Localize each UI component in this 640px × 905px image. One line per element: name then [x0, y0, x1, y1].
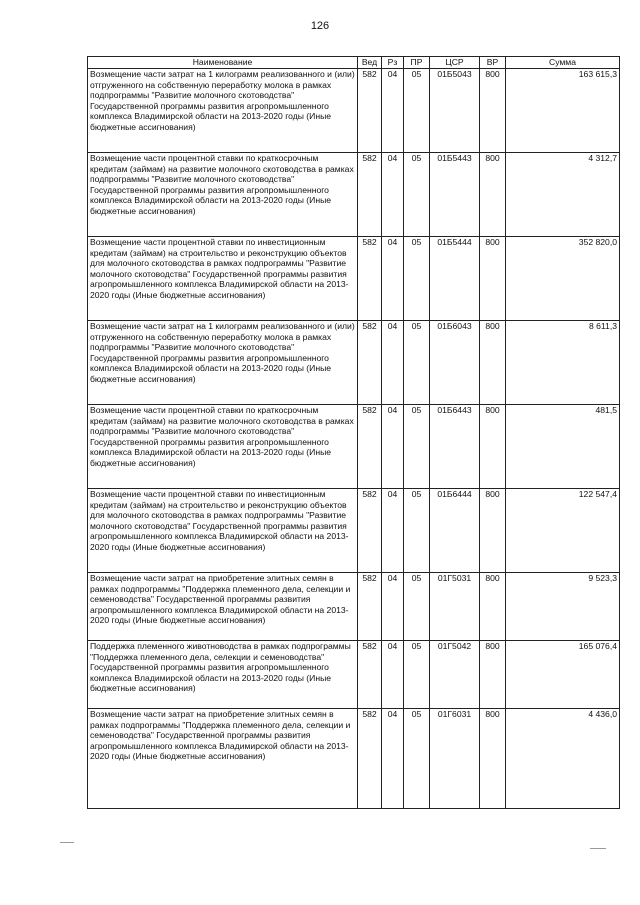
table-row [88, 69, 620, 153]
row-name: Возмещение части процентной ставки по инвестиционным кредитам (займам) на строительство и реконструкцию объектов для молочного скотоводства в рамках подпрограммы "Развитие молочного скотоводства" Государственной программы развития агропромышленного комплекса Владимирской области на 2013-2020 годы (Иные бюджетные ассигнования) [88, 237, 358, 321]
page-number: 126 [310, 20, 330, 32]
row-name: Возмещение части процентной ставки по краткосрочным кредитам (займам) на развитие молочного скотоводства в рамках подпрограммы "Развитие молочного скотоводства" Государственной программы развития агропромышленного комплекса Владимирской области на 2013-2020 годы (Иные бюджетные ассигнования) [88, 405, 358, 489]
row-ved: 582 [358, 69, 382, 153]
row-name: Поддержка племенного животноводства в рамках подпрограммы "Поддержка племенного дела, селекции и семеноводства" Государственной программы развития агропромышленного комплекса Владимирской области на 2013-2020 годы (Иные бюджетные ассигнования) [88, 641, 358, 709]
row-sum: 4 436,0 [506, 709, 620, 809]
row-rz: 04 [382, 573, 404, 641]
row-rz: 04 [382, 405, 404, 489]
row-vr: 800 [480, 405, 506, 489]
scan-edge-mark [60, 842, 74, 843]
row-pr: 05 [404, 709, 430, 809]
header-ved: Вед [358, 57, 382, 69]
row-ved: 582 [358, 405, 382, 489]
table-row [88, 321, 620, 405]
row-rz: 04 [382, 641, 404, 709]
header-name: Наименование [88, 57, 358, 69]
header-vr: ВР [480, 57, 506, 69]
row-vr: 800 [480, 237, 506, 321]
table-row [88, 405, 620, 489]
row-vr: 800 [480, 709, 506, 809]
row-ved: 582 [358, 153, 382, 237]
scan-edge-mark [590, 848, 606, 849]
header-pr: ПР [404, 57, 430, 69]
row-vr: 800 [480, 321, 506, 405]
row-vr: 800 [480, 641, 506, 709]
table-row [88, 489, 620, 573]
row-csr: 01Г5031 [430, 573, 480, 641]
row-pr: 05 [404, 237, 430, 321]
budget-table [87, 56, 620, 809]
row-ved: 582 [358, 573, 382, 641]
table-row [88, 153, 620, 237]
row-pr: 05 [404, 489, 430, 573]
row-sum: 165 076,4 [506, 641, 620, 709]
row-pr: 05 [404, 573, 430, 641]
row-rz: 04 [382, 321, 404, 405]
row-sum: 9 523,3 [506, 573, 620, 641]
row-csr: 01Б5043 [430, 69, 480, 153]
row-ved: 582 [358, 489, 382, 573]
row-csr: 01Б6043 [430, 321, 480, 405]
row-rz: 04 [382, 709, 404, 809]
row-pr: 05 [404, 69, 430, 153]
row-rz: 04 [382, 153, 404, 237]
row-csr: 01Б6443 [430, 405, 480, 489]
row-sum: 352 820,0 [506, 237, 620, 321]
row-vr: 800 [480, 573, 506, 641]
row-rz: 04 [382, 69, 404, 153]
row-csr: 01Б5443 [430, 153, 480, 237]
row-ved: 582 [358, 321, 382, 405]
table-row [88, 237, 620, 321]
row-vr: 800 [480, 489, 506, 573]
row-csr: 01Б6444 [430, 489, 480, 573]
header-sum: Сумма [506, 57, 620, 69]
row-csr: 01Б5444 [430, 237, 480, 321]
row-vr: 800 [480, 69, 506, 153]
row-sum: 122 547,4 [506, 489, 620, 573]
row-pr: 05 [404, 153, 430, 237]
table-row [88, 709, 620, 809]
row-name: Возмещение части затрат на 1 килограмм реализованного и (или) отгруженного на собственную переработку молока в рамках подпрограммы "Развитие молочного скотоводства" Государственной программы развития агропромышленного комплекса Владимирской области на 2013-2020 годы (Иные бюджетные ассигнования) [88, 321, 358, 405]
table-header-row [88, 57, 620, 69]
row-vr: 800 [480, 153, 506, 237]
row-ved: 582 [358, 641, 382, 709]
row-sum: 163 615,3 [506, 69, 620, 153]
row-name: Возмещение части процентной ставки по краткосрочным кредитам (займам) на развитие молочного скотоводства в рамках подпрограммы "Развитие молочного скотоводства" Государственной программы развития агропромышленного комплекса Владимирской области на 2013-2020 годы (Иные бюджетные ассигнования) [88, 153, 358, 237]
row-pr: 05 [404, 321, 430, 405]
header-rz: Рз [382, 57, 404, 69]
row-name: Возмещение части процентной ставки по инвестиционным кредитам (займам) на строительство и реконструкцию объектов для молочного скотоводства в рамках подпрограммы "Развитие молочного скотоводства" Государственной программы развития агропромышленного комплекса Владимирской области на 2013-2020 годы (Иные бюджетные ассигнования) [88, 489, 358, 573]
row-ved: 582 [358, 709, 382, 809]
row-ved: 582 [358, 237, 382, 321]
row-csr: 01Г6031 [430, 709, 480, 809]
row-sum: 481,5 [506, 405, 620, 489]
row-csr: 01Г5042 [430, 641, 480, 709]
row-name: Возмещение части затрат на приобретение элитных семян в рамках подпрограммы "Поддержка племенного дела, селекции и семеноводства" Государственной программы развития агропромышленного комплекса Владимирской области на 2013-2020 годы (Иные бюджетные ассигнования) [88, 709, 358, 809]
row-rz: 04 [382, 237, 404, 321]
row-name: Возмещение части затрат на приобретение элитных семян в рамках подпрограммы "Поддержка племенного дела, селекции и семеноводства" Государственной программы развития агропромышленного комплекса Владимирской области на 2013-2020 годы (Иные бюджетные ассигнования) [88, 573, 358, 641]
row-name: Возмещение части затрат на 1 килограмм реализованного и (или) отгруженного на собственную переработку молока в рамках подпрограммы "Развитие молочного скотоводства" Государственной программы развития агропромышленного комплекса Владимирской области на 2013-2020 годы (Иные бюджетные ассигнования) [88, 69, 358, 153]
row-sum: 8 611,3 [506, 321, 620, 405]
header-csr: ЦСР [430, 57, 480, 69]
row-pr: 05 [404, 405, 430, 489]
row-sum: 4 312,7 [506, 153, 620, 237]
table-row [88, 641, 620, 709]
row-pr: 05 [404, 641, 430, 709]
table-row [88, 573, 620, 641]
row-rz: 04 [382, 489, 404, 573]
